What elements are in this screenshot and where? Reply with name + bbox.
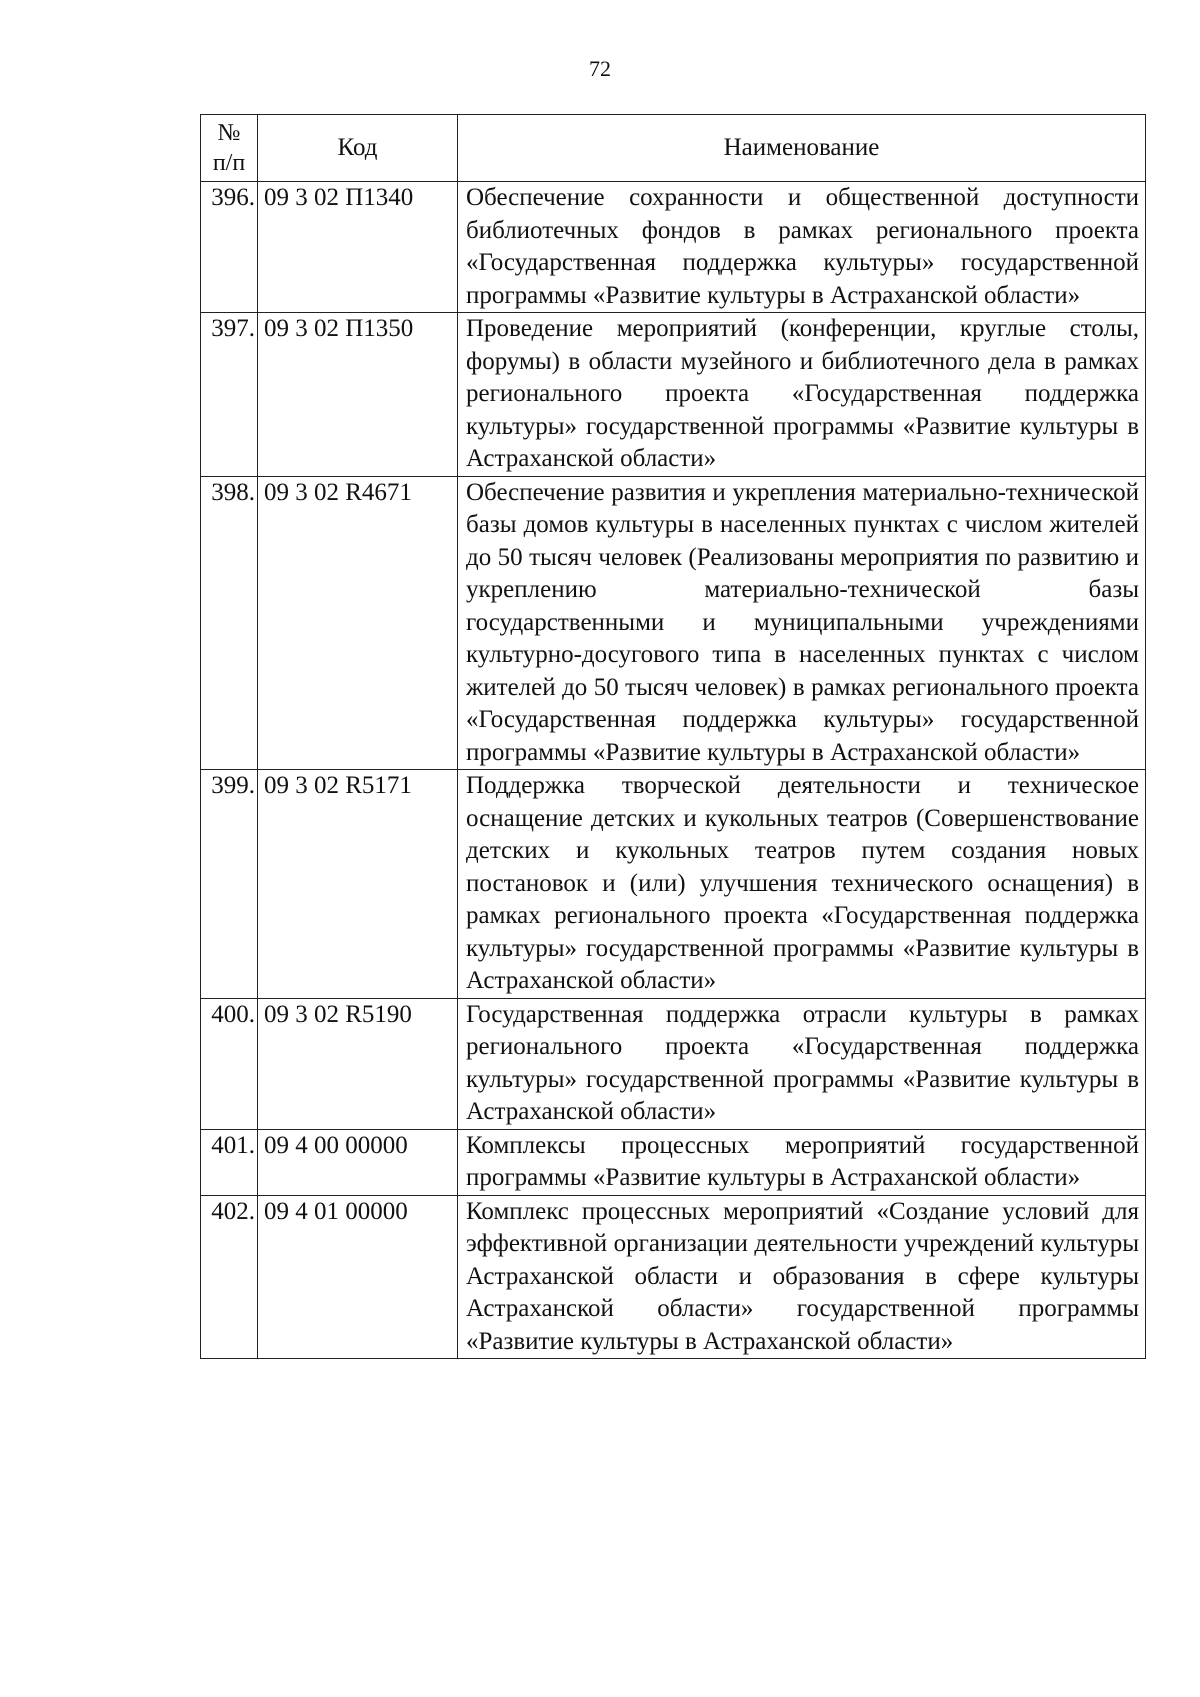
row-code: 09 3 02 R5171 — [258, 770, 458, 999]
table-row — [201, 1129, 1146, 1195]
row-number: 399. — [201, 770, 258, 999]
header-number-abbrev: п/п — [212, 150, 246, 176]
row-number: 396. — [201, 182, 258, 313]
row-name: Комплексы процессных мероприятий государственной программы «Развитие культуры в Астраханской области» — [458, 1129, 1146, 1195]
table-row — [201, 770, 1146, 999]
header-number-symbol: № — [217, 120, 241, 146]
table-row — [201, 313, 1146, 477]
row-number: 401. — [201, 1129, 258, 1195]
row-code: 09 4 00 00000 — [258, 1129, 458, 1195]
row-name: Поддержка творческой деятельности и техническое оснащение детских и кукольных театров (Совершенствование детских и кукольных театров путем создания новых постановок и (или) улучшения технического оснащения) в рамках регионального проекта «Государственная поддержка культуры» государственной программы «Развитие культуры в Астраханской области» — [458, 770, 1146, 999]
row-number: 397. — [201, 313, 258, 477]
table-row — [201, 476, 1146, 770]
row-name: Обеспечение сохранности и общественной доступности библиотечных фондов в рамках регионального проекта «Государственная поддержка культуры» государственной программы «Развитие культуры в Астраханской области» — [458, 182, 1146, 313]
row-number: 398. — [201, 476, 258, 770]
row-code: 09 3 02 R4671 — [258, 476, 458, 770]
header-code: Код — [258, 115, 458, 182]
row-name: Государственная поддержка отрасли культуры в рамках регионального проекта «Государственная поддержка культуры» государственной программы «Развитие культуры в Астраханской области» — [458, 998, 1146, 1129]
row-name: Проведение мероприятий (конференции, круглые столы, форумы) в области музейного и библиотечного дела в рамках регионального проекта «Государственная поддержка культуры» государственной программы «Развитие культуры в Астраханской области» — [458, 313, 1146, 477]
row-name: Комплекс процессных мероприятий «Создание условий для эффективной организации деятельности учреждений культуры Астраханской области и образования в сфере культуры Астраханской области» государственной программы «Развитие культуры в Астраханской области» — [458, 1195, 1146, 1359]
row-code: 09 3 02 П1350 — [258, 313, 458, 477]
row-code: 09 3 02 R5190 — [258, 998, 458, 1129]
table-row — [201, 182, 1146, 313]
table-row — [201, 1195, 1146, 1359]
row-code: 09 3 02 П1340 — [258, 182, 458, 313]
classification-table — [200, 114, 1146, 1359]
table-row — [201, 998, 1146, 1129]
row-code: 09 4 01 00000 — [258, 1195, 458, 1359]
header-number — [201, 115, 258, 182]
row-number: 400. — [201, 998, 258, 1129]
page-number: 72 — [589, 56, 611, 81]
row-number: 402. — [201, 1195, 258, 1359]
table-header-row — [201, 115, 1146, 182]
row-name: Обеспечение развития и укрепления материально-технической базы домов культуры в населенных пунктах с числом жителей до 50 тысяч человек (Реализованы мероприятия по развитию и укреплению материально-технической базы государственными и муниципальными учреждениями культурно-досугового типа в населенных пунктах с числом жителей до 50 тысяч человек) в рамках регионального проекта «Государственная поддержка культуры» государственной программы «Развитие культуры в Астраханской области» — [458, 476, 1146, 770]
header-name: Наименование — [458, 115, 1146, 182]
